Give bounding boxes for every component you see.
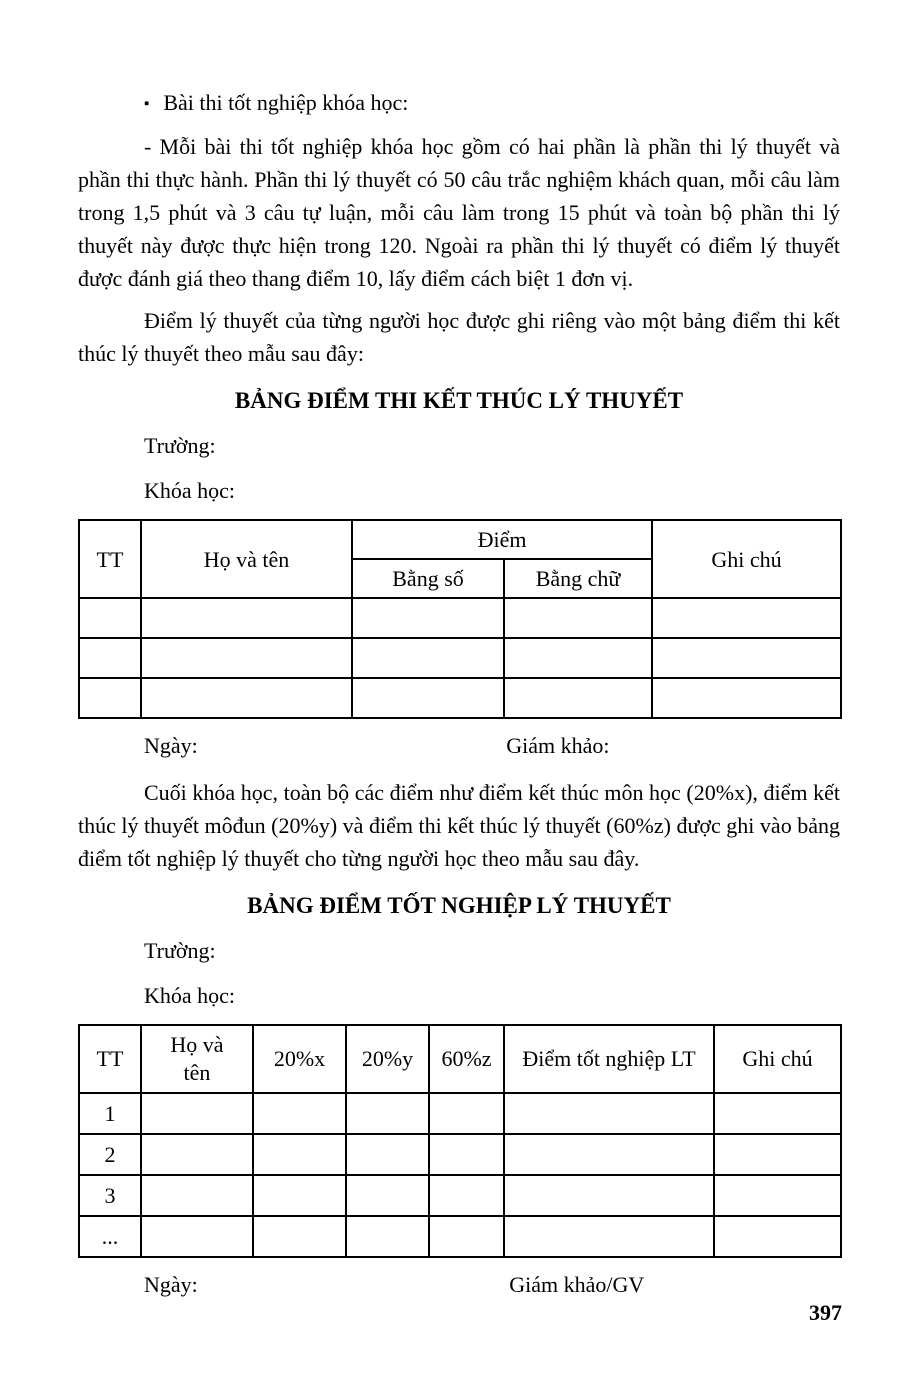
table2-cell — [504, 1134, 714, 1175]
table2-cell — [714, 1216, 841, 1257]
table2-col-tt: TT — [79, 1025, 141, 1093]
table1-cell — [352, 678, 504, 718]
table1-cell — [141, 598, 352, 638]
table2-row-number: 1 — [79, 1093, 141, 1134]
section1-heading: BẢNG ĐIỂM THI KẾT THÚC LÝ THUYẾT — [234, 388, 684, 413]
table2-row — [79, 1175, 841, 1216]
section1-school-label: Trường: — [144, 433, 216, 458]
table2-col-20x: 20%x — [253, 1025, 346, 1093]
bullet-item-text: Bài thi tốt nghiệp khóa học: — [163, 90, 409, 115]
table2-row — [79, 1093, 841, 1134]
table1-header-row-1 — [79, 520, 841, 559]
paragraph-final-scores: Cuối khóa học, toàn bộ các điểm như điểm kết thúc môn học (20%x), điểm kết thúc lý thuyết môđun (20%y) và điểm thi kết thúc lý thuyết (60%z) được ghi vào bảng điểm tốt nghiệp lý thuyết cho từng người học theo mẫu sau đây. — [78, 780, 840, 871]
bullet-item — [78, 86, 840, 121]
table2-cell — [346, 1093, 429, 1134]
table1-cell — [652, 638, 841, 678]
table1-col-name: Họ và tên — [141, 520, 352, 598]
table1-cell — [79, 638, 141, 678]
table2-row-number: 2 — [79, 1134, 141, 1175]
score-table-ket-thuc-ly-thuyet — [78, 519, 842, 719]
section2-heading: BẢNG ĐIỂM TỐT NGHIỆP LÝ THUYẾT — [247, 893, 671, 918]
table1-cell — [504, 638, 652, 678]
paragraph-score-recording: Điểm lý thuyết của từng người học được ghi riêng vào một bảng điểm thi kết thúc lý thuyết theo mẫu sau đây: — [78, 308, 840, 366]
table2-cell — [429, 1134, 504, 1175]
table1-cell — [652, 678, 841, 718]
score-table-tot-nghiep-ly-thuyet — [78, 1024, 842, 1258]
table1-cell — [652, 598, 841, 638]
table1-row — [79, 598, 841, 638]
table1-row — [79, 638, 841, 678]
table2-cell — [504, 1216, 714, 1257]
section2-course-label: Khóa học: — [144, 983, 236, 1008]
section2-school-label: Trường: — [144, 938, 216, 963]
table2-col-name — [141, 1025, 253, 1093]
table1-cell — [141, 638, 352, 678]
section1-course-label: Khóa học: — [144, 478, 236, 503]
table1-cell — [79, 678, 141, 718]
table2-cell — [346, 1216, 429, 1257]
table2-cell — [346, 1134, 429, 1175]
table1-col-score-number: Bằng số — [352, 559, 504, 598]
table1-row — [79, 678, 841, 718]
table2-col-60z: 60%z — [429, 1025, 504, 1093]
table2-examiner-label: Giám khảo/GV — [509, 1272, 645, 1297]
table2-header-row — [79, 1025, 841, 1093]
table2-cell — [141, 1175, 253, 1216]
table2-cell — [429, 1216, 504, 1257]
table1-cell — [79, 598, 141, 638]
table1-cell — [504, 598, 652, 638]
table2-col-20y: 20%y — [346, 1025, 429, 1093]
table2-signature-line — [78, 1268, 840, 1301]
table2-cell — [141, 1093, 253, 1134]
table1-col-tt: TT — [79, 520, 141, 598]
table2-cell — [504, 1093, 714, 1134]
table1-col-notes: Ghi chú — [652, 520, 841, 598]
table2-col-name-text: Họ và tên — [170, 1032, 224, 1085]
page-number: 397 — [809, 1300, 842, 1325]
table1-examiner-label: Giám khảo: — [506, 733, 610, 758]
table2-cell — [429, 1175, 504, 1216]
square-bullet-icon: ▪ — [144, 96, 150, 112]
table2-row-number: ... — [79, 1216, 141, 1257]
table2-row — [79, 1134, 841, 1175]
table1-col-score-group: Điểm — [352, 520, 652, 559]
table2-cell — [141, 1134, 253, 1175]
table2-col-notes: Ghi chú — [714, 1025, 841, 1093]
table1-signature-line — [78, 729, 840, 762]
table2-col-graduation-score — [504, 1025, 714, 1093]
table2-cell — [253, 1134, 346, 1175]
table1-cell — [141, 678, 352, 718]
table1-date-label: Ngày: — [144, 733, 198, 758]
table2-cell — [346, 1175, 429, 1216]
table1-cell — [352, 638, 504, 678]
table2-row-number: 3 — [79, 1175, 141, 1216]
table2-cell — [141, 1216, 253, 1257]
table2-cell — [253, 1093, 346, 1134]
table2-date-label: Ngày: — [144, 1272, 198, 1297]
table2-cell — [253, 1216, 346, 1257]
table2-cell — [714, 1134, 841, 1175]
table2-cell — [714, 1175, 841, 1216]
paragraph-exam-description: - Mỗi bài thi tốt nghiệp khóa học gồm có hai phần là phần thi lý thuyết và phần thi thực hành. Phần thi lý thuyết có 50 câu trắc nghiệm khách quan, mỗi câu làm trong 1,5 phút và 3 câu tự luận, mỗi câu làm trong 15 phút và toàn bộ phần thi lý thuyết này được thực hiện trong 120. Ngoài ra phần thi lý thuyết có điểm lý thuyết được đánh giá theo thang điểm 10, lấy điểm cách biệt 1 đơn vị. — [78, 134, 840, 291]
table1-col-score-words: Bằng chữ — [504, 559, 652, 598]
table1-cell — [352, 598, 504, 638]
table2-col-graduation-score-text: Điểm tốt nghiệp LT — [522, 1046, 696, 1071]
table2-cell — [429, 1093, 504, 1134]
table2-cell — [253, 1175, 346, 1216]
table2-cell — [714, 1093, 841, 1134]
table1-cell — [504, 678, 652, 718]
table2-cell — [504, 1175, 714, 1216]
table2-row — [79, 1216, 841, 1257]
